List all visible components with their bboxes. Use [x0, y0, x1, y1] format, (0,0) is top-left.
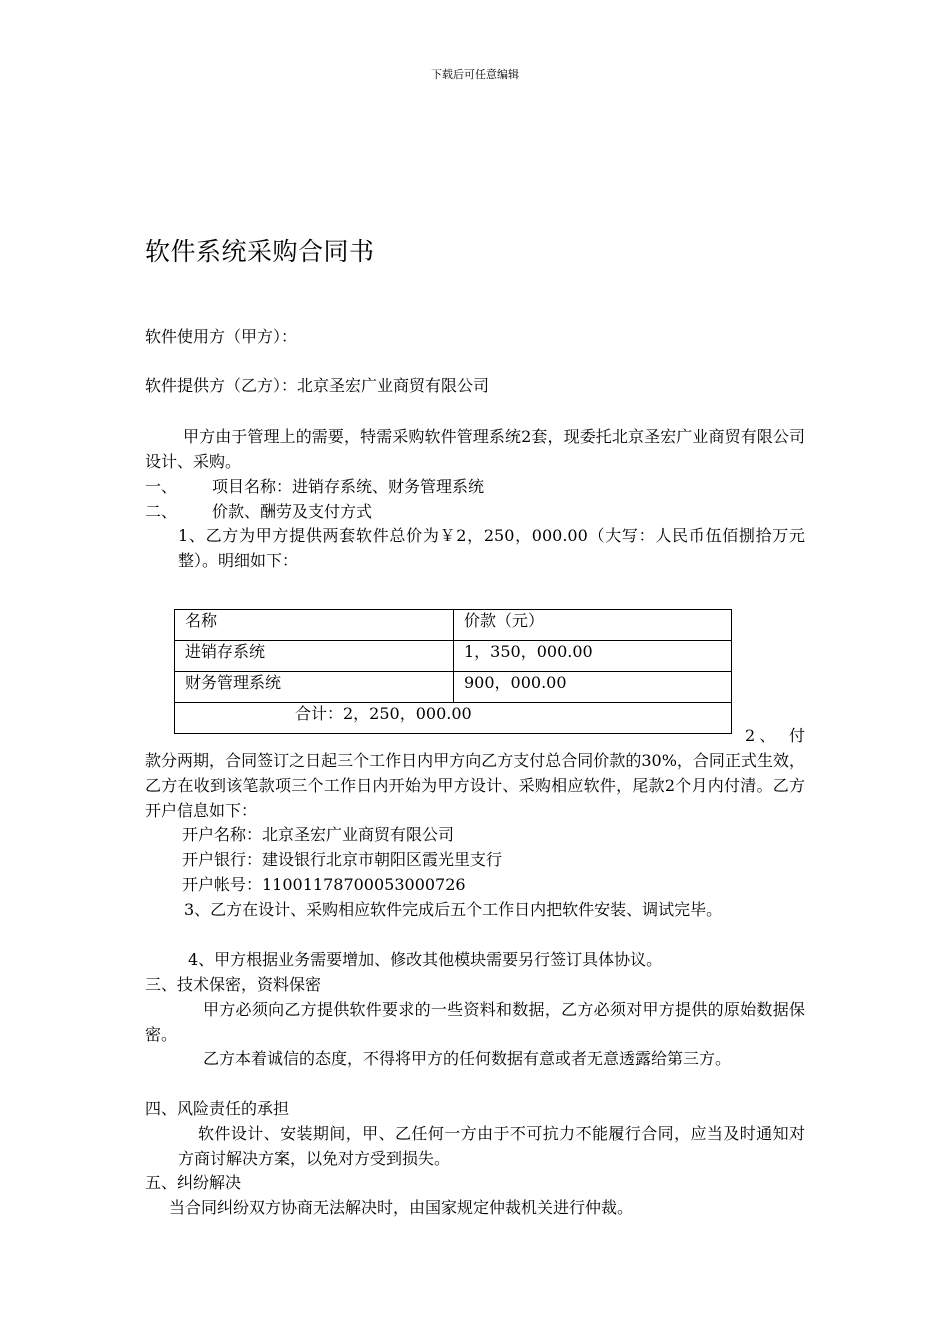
section-3-paragraph-1: 甲方必须向乙方提供软件要求的一些资料和数据，乙方必须对甲方提供的原始数据保密。	[145, 1000, 805, 1044]
table-total-row	[175, 703, 732, 734]
table-cell-name: 进销存系统	[175, 641, 454, 672]
table-header-price: 价款（元）	[454, 610, 732, 641]
bank-name: 开户银行：建设银行北京市朝阳区霞光里支行	[182, 850, 503, 869]
bank-account-number: 开户帐号：11001178700053000726	[182, 875, 466, 894]
table-cell-name: 财务管理系统	[175, 672, 454, 703]
party-b-line: 软件提供方（乙方）：北京圣宏广业商贸有限公司	[145, 376, 490, 395]
table-row	[175, 641, 732, 672]
header-note: 下载后可任意编辑	[431, 68, 519, 81]
table-header-row	[175, 610, 732, 641]
section-5-paragraph: 当合同纠纷双方协商无法解决时，由国家规定仲裁机关进行仲裁。	[169, 1198, 634, 1217]
table-cell-price: 1，350，000.00	[454, 641, 732, 672]
document-title: 软件系统采购合同书	[145, 237, 375, 266]
section-2-heading: 价款、酬劳及支付方式	[212, 502, 373, 521]
table-header-name: 名称	[175, 610, 454, 641]
item-3-paragraph: 3、乙方在设计、采购相应软件完成后五个工作日内把软件安装、调试完毕。	[184, 900, 723, 919]
section-4-paragraph: 软件设计、安装期间，甲、乙任何一方由于不可抗力不能履行合同，应当及时通知对方商讨解决方案，以免对方受到损失。	[178, 1124, 805, 1168]
section-1-heading: 项目名称：进销存系统、财务管理系统	[212, 477, 485, 496]
table-total: 合计：2，250，000.00	[175, 703, 732, 734]
item-1-paragraph: 1、乙方为甲方提供两套软件总价为￥2，250，000.00（大写：人民币伍佰捌拾万元整）。明细如下：	[178, 526, 805, 570]
section-1-number: 一、	[145, 477, 178, 496]
intro-paragraph: 甲方由于管理上的需要，特需采购软件管理系统2套，现委托北京圣宏广业商贸有限公司设计、采购。	[145, 427, 805, 471]
section-2-number: 二、	[145, 502, 178, 521]
price-table	[174, 609, 732, 734]
table-cell-price: 900，000.00	[454, 672, 732, 703]
item-4-paragraph: 4、甲方根据业务需要增加、修改其他模块需要另行签订具体协议。	[188, 950, 663, 969]
section-5-heading: 五、纠纷解决	[145, 1173, 242, 1192]
item-2-head: 2、 付	[745, 726, 805, 745]
party-a-line: 软件使用方（甲方）：	[145, 327, 298, 346]
section-3-paragraph-2: 乙方本着诚信的态度，不得将甲方的任何数据有意或者无意透露给第三方。	[203, 1049, 732, 1068]
section-4-heading: 四、风险责任的承担	[145, 1099, 290, 1118]
table-row	[175, 672, 732, 703]
item-2-paragraph: 款分两期，合同签订之日起三个工作日内甲方向乙方支付总合同价款的30%，合同正式生效，乙方在收到该笔款项三个工作日内开始为甲方设计、采购相应软件，尾款2个月内付清。乙方开户信息如下：	[145, 751, 805, 820]
section-3-heading: 三、技术保密，资料保密	[145, 975, 322, 994]
bank-account-name: 开户名称：北京圣宏广业商贸有限公司	[182, 825, 455, 844]
